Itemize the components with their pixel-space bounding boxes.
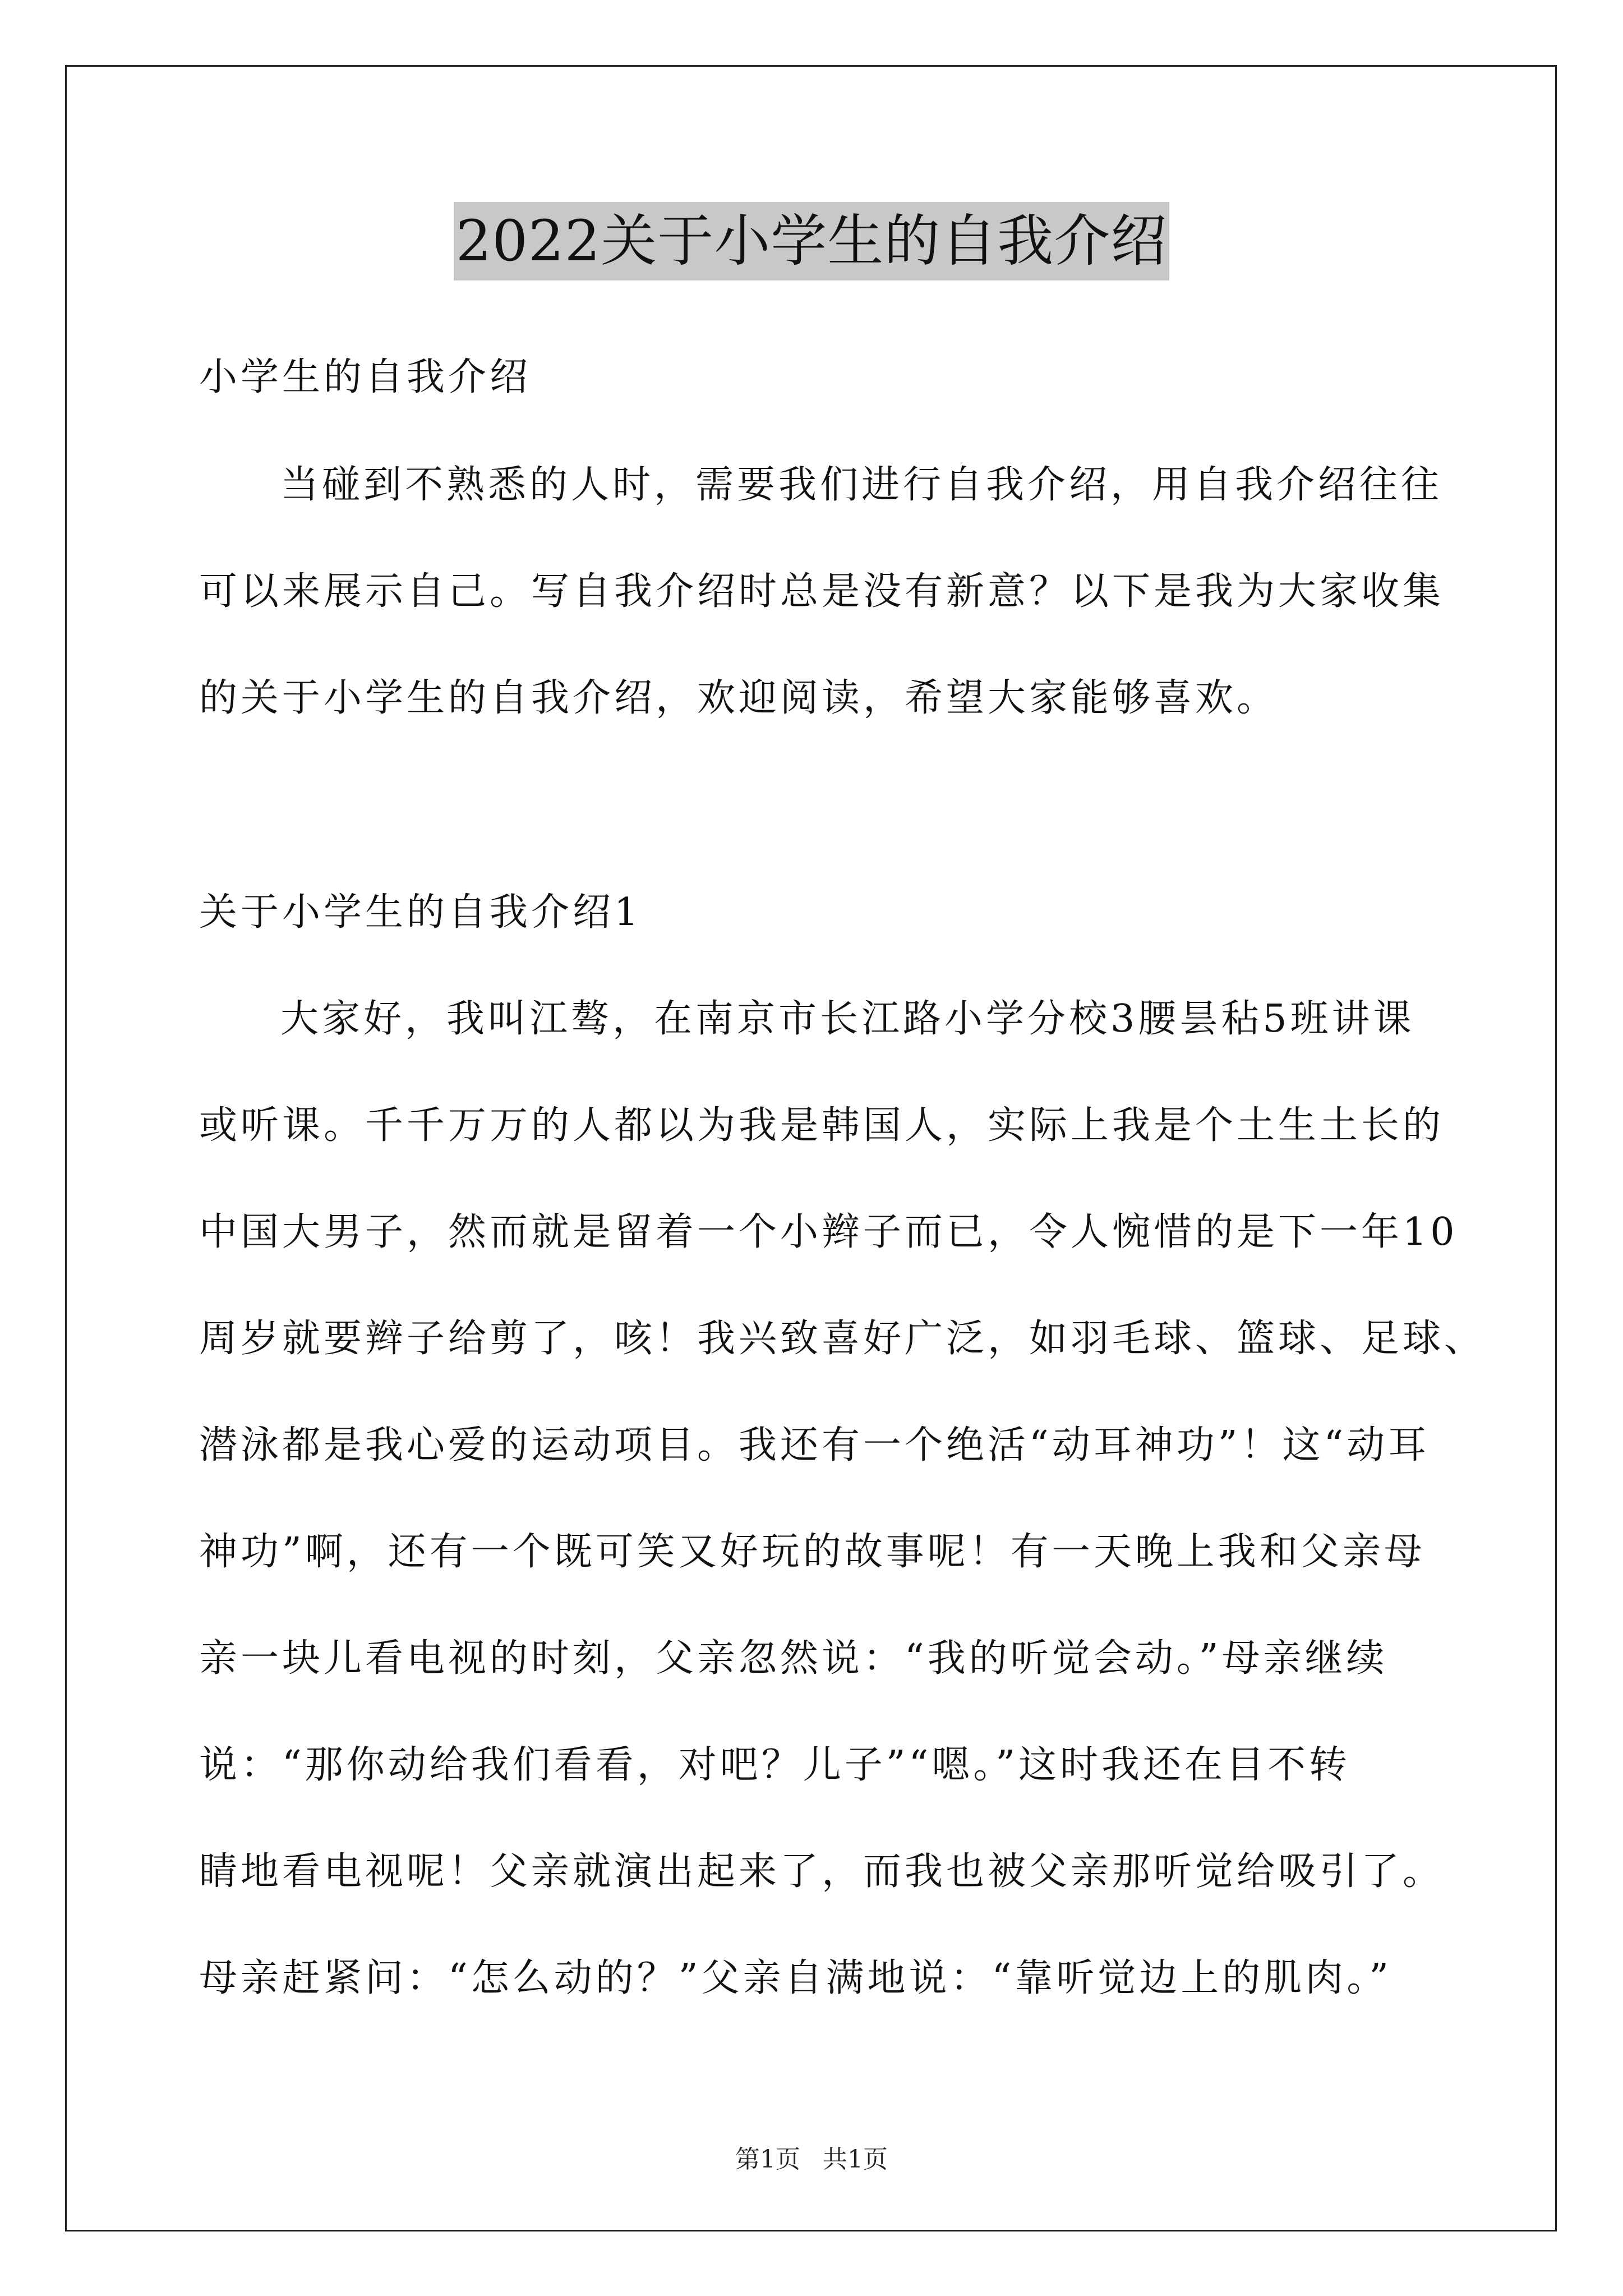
paragraph-line: 亲一块儿看电视的时刻，父亲忽然说：“我的听觉会动。”母亲继续 (199, 1636, 1388, 1681)
paragraph-line: 大家好，我叫江骜，在南京市长江路小学分校3腰昙秥5班讲课 (280, 997, 1415, 1041)
page-total: 共1页 (823, 2145, 888, 2174)
paragraph-line: 睛地看电视呢！父亲就演出起来了，而我也被父亲那听觉给吸引了。 (199, 1849, 1445, 1894)
page-footer (0, 2143, 1623, 2177)
paragraph-line: 或听课。千千万万的人都以为我是韩国人，实际上我是个土生土长的 (199, 1103, 1445, 1148)
paragraph-line: 潜泳都是我心爱的运动项目。我还有一个绝活“动耳神功”！这“动耳 (199, 1423, 1430, 1467)
paragraph-line: 说：“那你动给我们看看，对吧？儿子”“嗯。”这时我还在目不转 (199, 1743, 1351, 1787)
paragraph-line: 母亲赶紧问：“怎么动的？”父亲自满地说：“靠听觉边上的肌肉。” (199, 1956, 1393, 2000)
paragraph-line: 当碰到不熟悉的人时，需要我们进行自我介绍，用自我介绍往往 (280, 463, 1443, 507)
page-number: 第1页 (735, 2145, 800, 2174)
section-heading: 关于小学生的自我介绍1 (199, 890, 642, 935)
paragraph-line: 的关于小学生的自我介绍，欢迎阅读，希望大家能够喜欢。 (199, 676, 1279, 720)
paragraph-line: 可以来展示自己。写自我介绍时总是没有新意？以下是我为大家收集 (199, 569, 1445, 614)
paragraph-line: 周岁就要辫子给剪了，咳！我兴致喜好广泛，如羽毛球、篮球、足球、 (199, 1317, 1486, 1361)
title-container (0, 202, 1623, 280)
section-heading: 小学生的自我介绍 (199, 355, 532, 399)
document-title: 2022关于小学生的自我介绍 (454, 202, 1170, 280)
paragraph-line: 中国大男子，然而就是留着一个小辫子而已，令人惋惜的是下一年10 (199, 1210, 1458, 1254)
paragraph-line: 神功”啊，还有一个既可笑又好玩的故事呢！有一天晚上我和父亲母 (199, 1530, 1426, 1574)
